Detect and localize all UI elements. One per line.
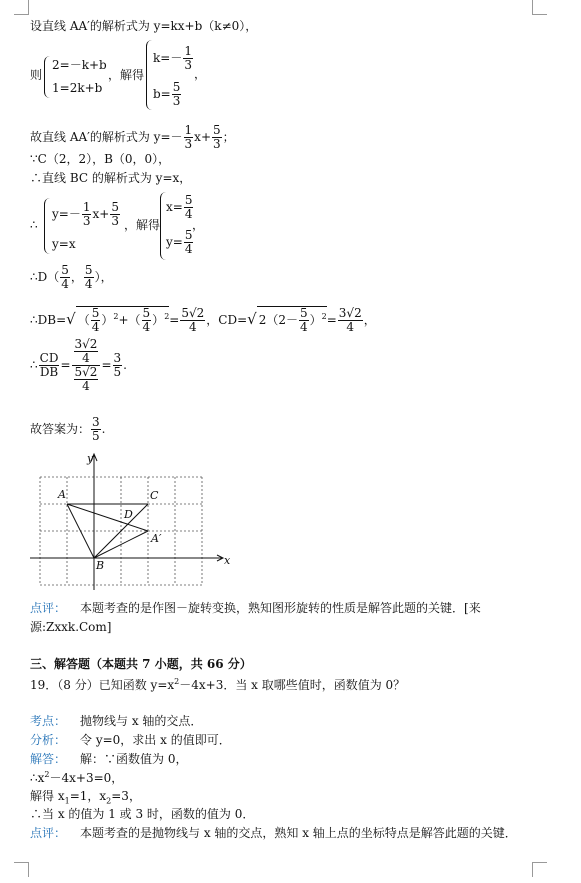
y-axis-label: y [87, 452, 94, 465]
corner-mark-top-left [14, 0, 29, 15]
step-equation: $\therefore x^2-4x+3=0$， [30, 770, 124, 785]
corner-mark-top-right [532, 0, 547, 15]
jieda: 解答： 解：∵函数值为 0， [30, 752, 188, 766]
comment-2: 点评： 本题考查的是抛物线与 x 轴的交点，熟知 x 轴上点的坐标特点是解答此题的关键． [30, 826, 517, 840]
sys2-eq1: y=－ $\frac{1}{3}$ x+ $\frac{5}{3}$ [52, 200, 119, 228]
section-title: 三、解答题（本题共 7 小题，共 66 分） [30, 657, 252, 671]
sys1-eq1: 2=－k+b [52, 58, 107, 72]
sys1-solve: ，解得 [108, 68, 145, 82]
step-conclusion: ∴当 x 的值为 1 或 3 时，函数的值为 0． [30, 807, 255, 821]
corner-mark-bottom-right [532, 862, 547, 877]
line-aa-result: 故直线 AA′的解析式为 y=－ $\frac{1}{3}$ x+ $\frac{5}{3}$ ； [30, 123, 235, 151]
point-a-prime-label: A′ [151, 532, 162, 545]
kaodian: 考点： 抛物线与 x 轴的交点． [30, 714, 203, 728]
sys2-brace [44, 198, 50, 254]
sys1-eq2: 1=2k+b [52, 81, 103, 95]
line-bc-result: ∴直线 BC 的解析式为 y=x， [30, 171, 192, 185]
triangles [67, 504, 148, 558]
point-d-label: D [124, 508, 133, 521]
axes [30, 454, 223, 590]
line-points-cb: ∵C（2，2），B（0，0）， [30, 152, 171, 166]
sys2-eq2: y=x [52, 237, 76, 251]
sys2-solve: ，解得 [124, 218, 161, 232]
sys1-tail: ， [194, 67, 207, 81]
sys2-prefix: ∴ [30, 218, 38, 232]
sys2-x: x= $\frac{5}{4}$ [166, 193, 193, 221]
point-a-label: A [58, 488, 66, 501]
question-19: 19．（8 分）已知函数 $y=x^2-4x+3$．当 x 取哪些值时，函数值为 0？ [30, 677, 406, 692]
sys2-tail: ， [192, 218, 205, 232]
sys2-y: y= $\frac{5}{4}$ [166, 228, 193, 256]
x-axis-label: x [224, 554, 231, 567]
sys1-k: k=－ $\frac{1}{3}$ [153, 44, 192, 72]
sys1-result-brace [146, 40, 152, 110]
step-roots: 解得 $x_1=1$，$x_2=3$， [30, 789, 141, 806]
rotation-graph [30, 450, 240, 590]
sys1-brace [44, 56, 50, 98]
comment-1: 点评： 本题考查的是作图－旋转变换，熟知图形旋转的性质是解答此题的关键．[来 [30, 601, 481, 615]
corner-mark-bottom-left [14, 862, 29, 877]
line-answer: 故答案为： $\frac{3}{5}$ . [30, 415, 106, 443]
line-ratio: ∴ $\frac{CD}{DB}$ = $\frac{\frac{3√2}{4}}{\frac{5√2}{4}}$ = $\frac{3}{5}$ . [30, 337, 127, 393]
point-b-label: B [96, 559, 105, 572]
sys1-prefix: 则 [30, 68, 43, 82]
fenxi: 分析： 令 y=0，求出 x 的值即可． [30, 733, 231, 747]
line-assume-aa: 设直线 AA′的解析式为 y=kx+b（k≠0）， [30, 19, 258, 33]
line-db-cd: ∴DB=√ （ $\frac{5}{4}$ ）$^2$+（ $\frac{5}{4}$ ）$^2$= $\frac{5√2}{4}$ ，CD=√ 2（2－ $\frac{5}{4}$ ）$^2$= $\frac{3√2}{4}$ ， [30, 306, 376, 334]
point-c-label: C [150, 489, 159, 502]
sys1-b: b= $\frac{5}{3}$ [153, 80, 181, 108]
comment-1-source: 源:Zxxk.Com] [30, 620, 112, 634]
line-point-d: ∴D（ $\frac{5}{4}$ ， $\frac{5}{4}$ ）， [30, 263, 113, 291]
